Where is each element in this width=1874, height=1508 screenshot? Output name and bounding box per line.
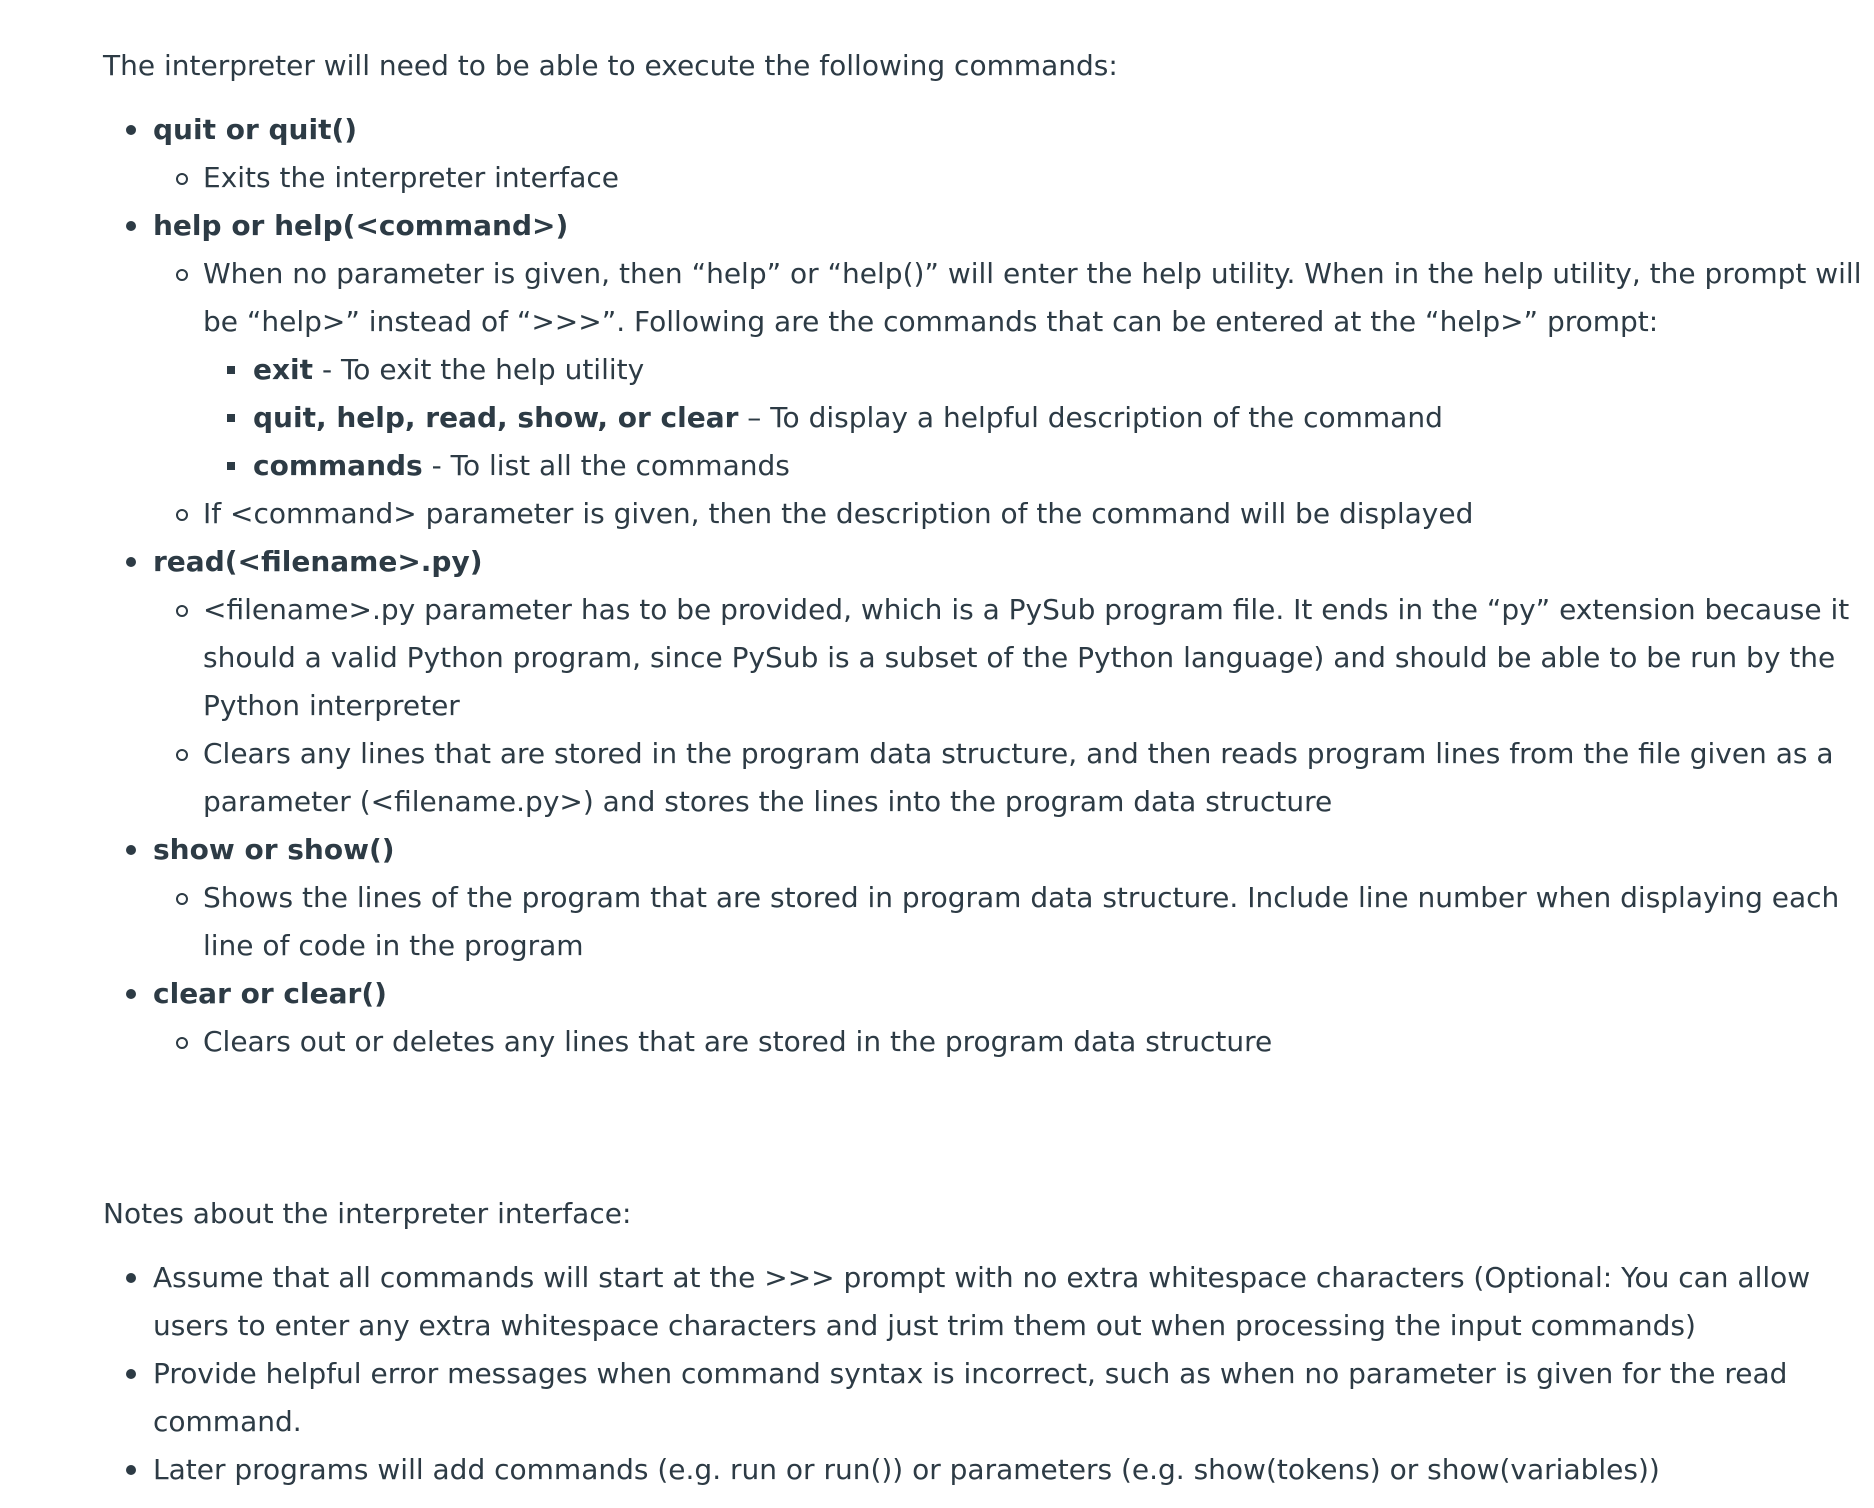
command-item-show xyxy=(103,826,1874,970)
command-item-read xyxy=(103,538,1874,826)
command-details-read xyxy=(153,586,1874,826)
detail-item xyxy=(103,874,1874,970)
help-subcommand-desc: – To display a helpful description of the command xyxy=(738,401,1443,434)
detail-item xyxy=(103,1018,1874,1066)
command-name-quit: quit or quit() xyxy=(153,113,358,146)
help-subcommand-desc: - To list all the commands xyxy=(422,449,790,482)
note-item xyxy=(103,1446,1874,1494)
note-text: Later programs will add commands (e.g. run or run()) or parameters (e.g. show(tokens) or show(variables)) xyxy=(153,1453,1660,1486)
help-subcommand-item xyxy=(103,394,1874,442)
help-subcommand-term: exit xyxy=(253,353,314,386)
note-text: Assume that all commands will start at the >>> prompt with no extra whitespace characters (Optional: You can allow users to enter any extra whitespace characters and just trim them out when processing the input commands) xyxy=(153,1261,1811,1342)
command-details-clear xyxy=(153,1018,1874,1066)
command-details-show xyxy=(153,874,1874,970)
note-item xyxy=(103,1350,1874,1446)
detail-text: Shows the lines of the program that are stored in program data structure. Include line number when displaying each line of code in the program xyxy=(203,881,1840,962)
note-text: Provide helpful error messages when command syntax is incorrect, such as when no parameter is given for the read command. xyxy=(153,1357,1788,1438)
commands-list xyxy=(103,106,1874,1066)
help-subcommand-item xyxy=(103,442,1874,490)
note-item xyxy=(103,1254,1874,1350)
command-name-help: help or help(<command>) xyxy=(153,209,569,242)
notes-list xyxy=(103,1254,1874,1494)
detail-text: Clears any lines that are stored in the program data structure, and then reads program lines from the file given as a parameter (<filename.py>) and stores the lines into the program data structure xyxy=(203,737,1834,818)
detail-text: Clears out or deletes any lines that are stored in the program data structure xyxy=(203,1025,1273,1058)
detail-item xyxy=(103,154,1874,202)
command-details-quit xyxy=(153,154,1874,202)
command-name-show: show or show() xyxy=(153,833,395,866)
detail-item xyxy=(103,490,1874,538)
section-spacer xyxy=(103,1066,1874,1186)
command-name-read: read(<filename>.py) xyxy=(153,545,483,578)
help-subcommand-desc: - To exit the help utility xyxy=(313,353,645,386)
help-subcommand-term: quit, help, read, show, or clear xyxy=(253,401,739,434)
detail-item xyxy=(103,250,1874,490)
detail-item xyxy=(103,586,1874,730)
notes-title: Notes about the interpreter interface: xyxy=(103,1197,632,1230)
detail-text: <filename>.py parameter has to be provided, which is a PySub program file. It ends in the “py” extension because it should a valid Python program, since PySub is a subset of the Python language) and should be able to be run by the Python interpreter xyxy=(203,593,1850,722)
command-item-help xyxy=(103,202,1874,538)
command-name-clear: clear or clear() xyxy=(153,977,387,1010)
command-item-quit xyxy=(103,106,1874,202)
command-item-clear xyxy=(103,970,1874,1066)
help-subcommands-list xyxy=(203,346,1874,490)
detail-text: If <command> parameter is given, then the description of the command will be displayed xyxy=(203,497,1474,530)
help-subcommand-item xyxy=(103,346,1874,394)
intro-paragraph: The interpreter will need to be able to execute the following commands: xyxy=(103,49,1118,82)
detail-text: When no parameter is given, then “help” or “help()” will enter the help utility. When in the help utility, the prompt will be “help>” instead of “>>>”. Following are the commands that can be entered at the “help>” prompt: xyxy=(203,257,1862,338)
detail-item xyxy=(103,730,1874,826)
detail-text: Exits the interpreter interface xyxy=(203,161,619,194)
command-details-help xyxy=(153,250,1874,538)
help-subcommand-term: commands xyxy=(253,449,423,482)
